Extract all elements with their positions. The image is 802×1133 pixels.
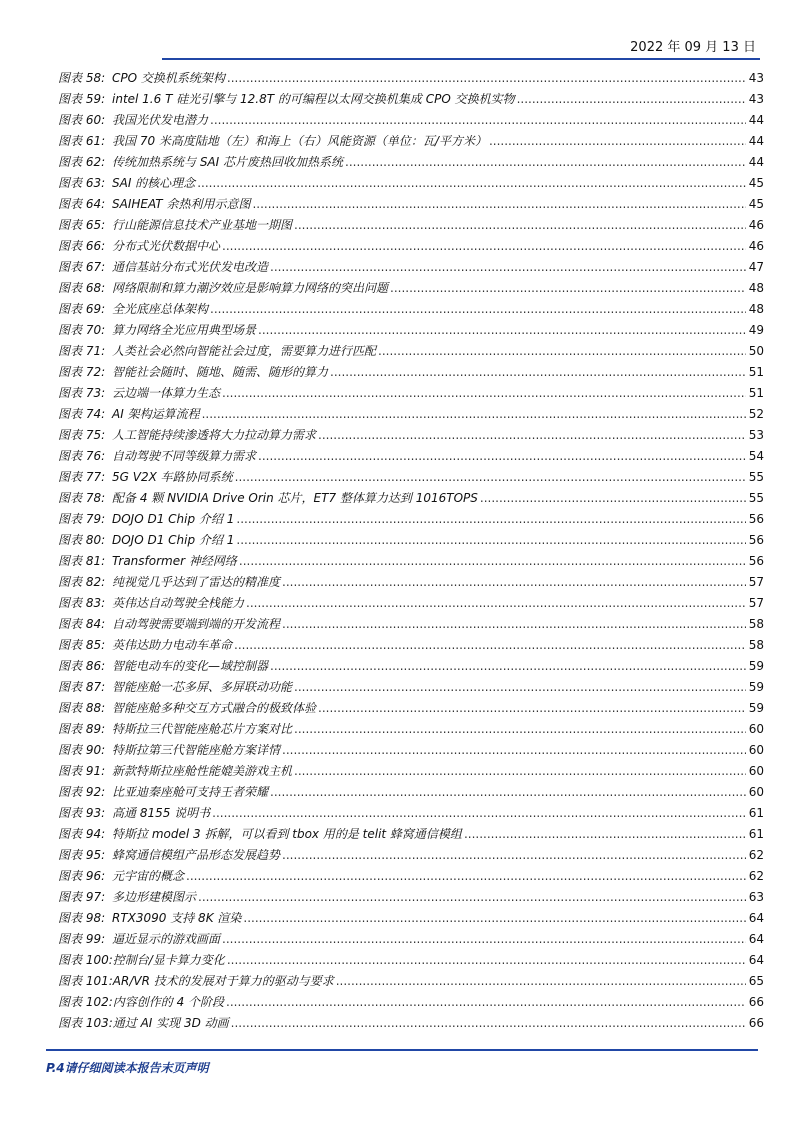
toc-dot-leader	[198, 887, 746, 908]
toc-dot-leader	[378, 341, 746, 362]
toc-entry[interactable]	[58, 761, 764, 782]
toc-figure-number: 图表 62:	[58, 155, 106, 169]
toc-dot-leader	[222, 383, 746, 404]
toc-figure-title: 算力网络全光应用典型场景	[112, 323, 257, 337]
toc-figure-number: 图表 93:	[58, 806, 106, 820]
toc-page-number: 66	[748, 1016, 764, 1030]
toc-figure-title: 内容创作的 4 个阶段	[112, 995, 225, 1009]
toc-figure-title: 英伟达助力电动车革命	[112, 638, 233, 652]
toc-entry[interactable]	[58, 530, 764, 551]
toc-entry[interactable]	[58, 950, 764, 971]
toc-figure-title: 5G V2X 车路协同系统	[112, 470, 233, 484]
toc-entry[interactable]	[58, 278, 764, 299]
toc-page-number: 65	[748, 974, 764, 988]
toc-page-number: 44	[748, 113, 764, 127]
toc-figure-number: 图表 78:	[58, 491, 106, 505]
toc-figure-title: DOJO D1 Chip 介绍 1	[112, 512, 235, 526]
toc-entry[interactable]	[58, 257, 764, 278]
toc-figure-title: 智能社会随时、随地、随需、随形的算力	[112, 365, 329, 379]
toc-dot-leader	[231, 1013, 746, 1034]
toc-figure-title: AR/VR 技术的发展对于算力的驱动与要求	[112, 974, 334, 988]
toc-dot-leader	[270, 656, 746, 677]
toc-figure-title: 纯视觉几乎达到了雷达的精准度	[112, 575, 281, 589]
toc-figure-number: 图表 84:	[58, 617, 106, 631]
toc-page-number: 64	[748, 953, 764, 967]
toc-entry[interactable]	[58, 194, 764, 215]
toc-entry[interactable]	[58, 656, 764, 677]
toc-page-number: 63	[748, 890, 764, 904]
toc-dot-leader	[227, 950, 746, 971]
toc-figure-number: 图表 82:	[58, 575, 106, 589]
toc-dot-leader	[336, 971, 746, 992]
toc-entry[interactable]	[58, 383, 764, 404]
toc-figure-title: 人类社会必然向智能社会过度，需要算力进行匹配	[112, 344, 377, 358]
toc-dot-leader	[330, 362, 746, 383]
toc-figure-title: 蜂窝通信模组产品形态发展趋势	[112, 848, 281, 862]
toc-figure-title: RTX3090 支持 8K 渲染	[112, 911, 242, 925]
toc-page-number: 59	[748, 659, 764, 673]
toc-entry[interactable]	[58, 341, 764, 362]
toc-entry[interactable]	[58, 719, 764, 740]
toc-entry[interactable]	[58, 740, 764, 761]
toc-entry[interactable]	[58, 131, 764, 152]
toc-dot-leader	[294, 719, 746, 740]
toc-page-number: 56	[748, 554, 764, 568]
toc-page-number: 57	[748, 596, 764, 610]
toc-figure-title: 多边形建模图示	[112, 890, 197, 904]
toc-entry[interactable]	[58, 446, 764, 467]
toc-figure-title: 特斯拉 model 3 拆解，可以看到 tbox 用的是 telit 蜂窝通信模组	[112, 827, 462, 841]
toc-page-number: 50	[748, 344, 764, 358]
toc-dot-leader	[517, 89, 746, 110]
toc-page-number: 57	[748, 575, 764, 589]
toc-figure-title: 控制台/显卡算力变化	[112, 953, 225, 967]
toc-entry[interactable]	[58, 698, 764, 719]
toc-entry[interactable]	[58, 866, 764, 887]
toc-figure-number: 图表 79:	[58, 512, 106, 526]
toc-figure-number: 图表 99:	[58, 932, 106, 946]
toc-entry[interactable]	[58, 635, 764, 656]
toc-figure-title: AI 架构运算流程	[112, 407, 200, 421]
toc-figure-title: 通过 AI 实现 3D 动画	[112, 1016, 229, 1030]
toc-figure-title: 分布式光伏数据中心	[112, 239, 221, 253]
toc-figure-number: 图表 100:	[58, 953, 113, 967]
toc-page-number: 52	[748, 407, 764, 421]
toc-page-number: 61	[748, 806, 764, 820]
toc-page-number: 61	[748, 827, 764, 841]
toc-figure-number: 图表 102:	[58, 995, 113, 1009]
toc-dot-leader	[197, 173, 746, 194]
toc-figure-title: 自动驾驶不同等级算力需求	[112, 449, 257, 463]
toc-dot-leader	[239, 551, 746, 572]
toc-dot-leader	[294, 215, 746, 236]
toc-page-number: 51	[748, 365, 764, 379]
toc-entry[interactable]	[58, 320, 764, 341]
toc-figure-title: 传统加热系统与 SAI 芯片废热回收加热系统	[112, 155, 343, 169]
toc-dot-leader	[210, 110, 746, 131]
toc-figure-number: 图表 69:	[58, 302, 106, 316]
toc-entry[interactable]	[58, 992, 764, 1013]
toc-figure-number: 图表 64:	[58, 197, 106, 211]
toc-page-number: 46	[748, 239, 764, 253]
toc-entry[interactable]	[58, 89, 764, 110]
toc-figure-number: 图表 61:	[58, 134, 106, 148]
toc-page-number: 44	[748, 134, 764, 148]
toc-entry[interactable]	[58, 782, 764, 803]
toc-dot-leader	[234, 635, 746, 656]
toc-page-number: 54	[748, 449, 764, 463]
toc-dot-leader	[282, 845, 746, 866]
toc-page-number: 48	[748, 302, 764, 316]
toc-page-number: 53	[748, 428, 764, 442]
toc-page-number: 43	[748, 92, 764, 106]
toc-figure-title: Transformer 神经网络	[112, 554, 237, 568]
toc-figure-number: 图表 76:	[58, 449, 106, 463]
toc-page-number: 48	[748, 281, 764, 295]
toc-entry[interactable]	[58, 488, 764, 509]
toc-figure-title: 通信基站分布式光伏发电改造	[112, 260, 269, 274]
toc-page-number: 55	[748, 491, 764, 505]
toc-dot-leader	[258, 446, 746, 467]
toc-dot-leader	[246, 593, 746, 614]
toc-entry[interactable]	[58, 971, 764, 992]
toc-page-number: 60	[748, 722, 764, 736]
toc-dot-leader	[489, 131, 746, 152]
toc-dot-leader	[294, 761, 746, 782]
toc-figure-number: 图表 73:	[58, 386, 106, 400]
toc-figure-title: CPO 交换机系统架构	[112, 71, 225, 85]
toc-dot-leader	[258, 320, 746, 341]
report-date: 2022 年 09 月 13 日	[630, 40, 756, 55]
toc-entry[interactable]	[58, 467, 764, 488]
toc-figure-title: 我国 70 米高度陆地（左）和海上（右）风能资源（单位：瓦/平方米）	[112, 134, 487, 148]
toc-entry[interactable]	[58, 236, 764, 257]
toc-entry[interactable]	[58, 677, 764, 698]
toc-page-number: 59	[748, 701, 764, 715]
toc-dot-leader	[243, 908, 746, 929]
toc-figure-number: 图表 65:	[58, 218, 106, 232]
toc-dot-leader	[390, 278, 746, 299]
toc-entry[interactable]	[58, 845, 764, 866]
toc-figure-title: 新款特斯拉座舱性能媲美游戏主机	[112, 764, 293, 778]
toc-dot-leader	[227, 68, 746, 89]
toc-page-number: 62	[748, 848, 764, 862]
toc-page-number: 47	[748, 260, 764, 274]
toc-figure-title: 特斯拉三代智能座舱芯片方案对比	[112, 722, 293, 736]
toc-figure-number: 图表 87:	[58, 680, 106, 694]
toc-dot-leader	[282, 614, 746, 635]
toc-dot-leader	[235, 467, 746, 488]
toc-page-number: 46	[748, 218, 764, 232]
toc-entry[interactable]	[58, 908, 764, 929]
toc-figure-number: 图表 98:	[58, 911, 106, 925]
toc-entry[interactable]	[58, 425, 764, 446]
toc-figure-number: 图表 86:	[58, 659, 106, 673]
toc-dot-leader	[252, 194, 746, 215]
toc-entry[interactable]	[58, 110, 764, 131]
toc-figure-number: 图表 80:	[58, 533, 106, 547]
toc-figure-title: 我国光伏发电潜力	[112, 113, 209, 127]
toc-figure-title: intel 1.6 T 硅光引擎与 12.8T 的可编程以太网交换机集成 CPO 交换机实物	[112, 92, 515, 106]
toc-page-number: 44	[748, 155, 764, 169]
toc-figure-title: 配备 4 颗 NVIDIA Drive Orin 芯片，ET7 整体算力达到 1016TOPS	[112, 491, 478, 505]
toc-entry[interactable]	[58, 68, 764, 89]
toc-dot-leader	[222, 236, 746, 257]
toc-figure-number: 图表 60:	[58, 113, 106, 127]
toc-entry[interactable]	[58, 614, 764, 635]
toc-page-number: 45	[748, 176, 764, 190]
figure-index-list	[58, 68, 764, 1034]
toc-figure-number: 图表 68:	[58, 281, 106, 295]
toc-page-number: 64	[748, 911, 764, 925]
toc-dot-leader	[222, 929, 746, 950]
toc-figure-title: 网络限制和算力潮汐效应是影响算力网络的突出问题	[112, 281, 389, 295]
toc-figure-title: DOJO D1 Chip 介绍 1	[112, 533, 235, 547]
toc-entry[interactable]	[58, 887, 764, 908]
toc-figure-number: 图表 66:	[58, 239, 106, 253]
toc-figure-title: 全光底座总体架构	[112, 302, 209, 316]
toc-figure-title: 自动驾驶需要端到端的开发流程	[112, 617, 281, 631]
toc-figure-number: 图表 97:	[58, 890, 106, 904]
toc-page-number: 60	[748, 764, 764, 778]
toc-entry[interactable]	[58, 824, 764, 845]
toc-figure-title: 高通 8155 说明书	[112, 806, 211, 820]
toc-page-number: 66	[748, 995, 764, 1009]
toc-dot-leader	[202, 404, 746, 425]
toc-dot-leader	[236, 530, 746, 551]
toc-dot-leader	[226, 992, 746, 1013]
toc-figure-title: 智能座舱多种交互方式融合的极致体验	[112, 701, 317, 715]
toc-figure-number: 图表 85:	[58, 638, 106, 652]
toc-figure-number: 图表 90:	[58, 743, 106, 757]
toc-entry[interactable]	[58, 299, 764, 320]
toc-figure-title: 特斯拉第三代智能座舱方案详情	[112, 743, 281, 757]
toc-figure-number: 图表 81:	[58, 554, 106, 568]
toc-figure-number: 图表 94:	[58, 827, 106, 841]
toc-page-number: 56	[748, 533, 764, 547]
toc-entry[interactable]	[58, 593, 764, 614]
toc-figure-title: 逼近显示的游戏画面	[112, 932, 221, 946]
toc-entry[interactable]	[58, 509, 764, 530]
toc-figure-title: 比亚迪秦座舱可支持王者荣耀	[112, 785, 269, 799]
toc-figure-number: 图表 75:	[58, 428, 106, 442]
toc-figure-number: 图表 101:	[58, 974, 113, 988]
toc-figure-number: 图表 58:	[58, 71, 106, 85]
toc-page-number: 62	[748, 869, 764, 883]
toc-figure-number: 图表 83:	[58, 596, 106, 610]
toc-dot-leader	[294, 677, 746, 698]
toc-dot-leader	[270, 782, 746, 803]
toc-figure-number: 图表 63:	[58, 176, 106, 190]
footer-divider	[46, 1049, 758, 1051]
toc-dot-leader	[270, 257, 746, 278]
toc-page-number: 55	[748, 470, 764, 484]
toc-dot-leader	[480, 488, 746, 509]
toc-page-number: 58	[748, 617, 764, 631]
toc-dot-leader	[345, 152, 746, 173]
toc-dot-leader	[464, 824, 746, 845]
toc-dot-leader	[282, 572, 746, 593]
toc-page-number: 59	[748, 680, 764, 694]
toc-dot-leader	[236, 509, 746, 530]
toc-dot-leader	[210, 299, 746, 320]
toc-figure-title: 行山能源信息技术产业基地一期图	[112, 218, 293, 232]
footer-disclaimer: P.4请仔细阅读本报告末页声明	[46, 1061, 209, 1075]
toc-figure-title: SAIHEAT 余热利用示意图	[112, 197, 251, 211]
toc-figure-number: 图表 95:	[58, 848, 106, 862]
toc-figure-title: 智能座舱一芯多屏、多屏联动功能	[112, 680, 293, 694]
toc-figure-number: 图表 92:	[58, 785, 106, 799]
toc-page-number: 64	[748, 932, 764, 946]
toc-entry[interactable]	[58, 572, 764, 593]
toc-page-number: 60	[748, 743, 764, 757]
toc-dot-leader	[186, 866, 746, 887]
header-divider	[162, 58, 760, 60]
toc-entry[interactable]	[58, 362, 764, 383]
toc-figure-number: 图表 77:	[58, 470, 106, 484]
toc-dot-leader	[212, 803, 746, 824]
toc-figure-number: 图表 67:	[58, 260, 106, 274]
toc-entry[interactable]	[58, 1013, 764, 1034]
toc-entry[interactable]	[58, 173, 764, 194]
toc-figure-number: 图表 103:	[58, 1016, 113, 1030]
toc-entry[interactable]	[58, 803, 764, 824]
toc-entry[interactable]	[58, 551, 764, 572]
toc-page-number: 43	[748, 71, 764, 85]
toc-entry[interactable]	[58, 404, 764, 425]
toc-figure-number: 图表 71:	[58, 344, 106, 358]
toc-dot-leader	[282, 740, 746, 761]
toc-page-number: 60	[748, 785, 764, 799]
toc-figure-title: 智能电动车的变化—域控制器	[112, 659, 269, 673]
toc-page-number: 58	[748, 638, 764, 652]
toc-dot-leader	[318, 425, 746, 446]
toc-figure-number: 图表 72:	[58, 365, 106, 379]
toc-figure-number: 图表 96:	[58, 869, 106, 883]
toc-figure-title: 云边端一体算力生态	[112, 386, 221, 400]
toc-page-number: 51	[748, 386, 764, 400]
toc-entry[interactable]	[58, 929, 764, 950]
toc-page-number: 49	[748, 323, 764, 337]
toc-entry[interactable]	[58, 152, 764, 173]
toc-dot-leader	[318, 698, 746, 719]
toc-figure-title: 人工智能持续渗透将大力拉动算力需求	[112, 428, 317, 442]
toc-figure-number: 图表 59:	[58, 92, 106, 106]
toc-figure-number: 图表 89:	[58, 722, 106, 736]
toc-entry[interactable]	[58, 215, 764, 236]
toc-figure-title: 元宇宙的概念	[112, 869, 185, 883]
toc-page-number: 45	[748, 197, 764, 211]
toc-page-number: 56	[748, 512, 764, 526]
toc-figure-number: 图表 74:	[58, 407, 106, 421]
toc-figure-number: 图表 70:	[58, 323, 106, 337]
toc-figure-number: 图表 88:	[58, 701, 106, 715]
toc-figure-title: 英伟达自动驾驶全栈能力	[112, 596, 245, 610]
toc-figure-number: 图表 91:	[58, 764, 106, 778]
toc-figure-title: SAI 的核心理念	[112, 176, 196, 190]
